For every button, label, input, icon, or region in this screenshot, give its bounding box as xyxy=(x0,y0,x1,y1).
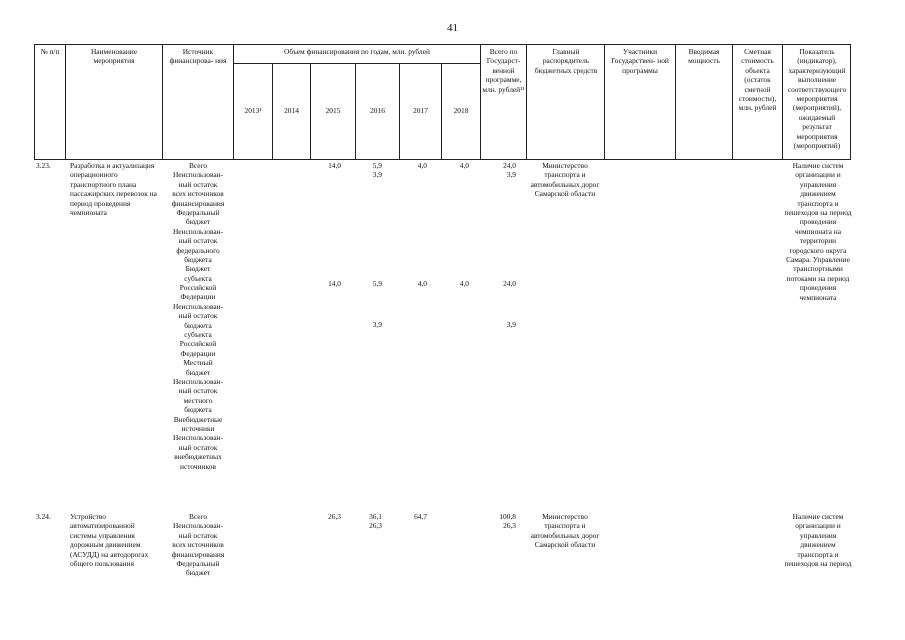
source-line: ный остаток xyxy=(178,530,218,540)
value-2016: 5,9 xyxy=(372,161,382,170)
source-line: внебюджетных xyxy=(174,452,222,462)
value-total: 100,8 xyxy=(499,512,516,521)
source-line: ный остаток xyxy=(178,442,218,452)
value-total: 24,0 xyxy=(503,279,516,288)
source-line: Неиспользован- xyxy=(172,226,224,236)
value-2016: 36,1 xyxy=(369,512,382,521)
source-line: Федерации xyxy=(180,292,216,302)
source-line: Федерации xyxy=(180,348,216,358)
source-line: источники xyxy=(181,423,215,433)
source-line: бюджета xyxy=(184,320,212,330)
source-line: всех источников xyxy=(172,189,224,199)
source-line: источников xyxy=(180,461,216,471)
source-line: Федеральный xyxy=(176,207,220,217)
source-line: местного xyxy=(183,395,213,405)
header-capacity: Вводимая мощность xyxy=(688,47,720,66)
header-year-2014: 2014 xyxy=(284,106,299,115)
value-2016: 3,9 xyxy=(372,320,382,329)
header-year-2017: 2017 xyxy=(413,106,428,115)
source-line: бюджета xyxy=(184,254,212,264)
value-2016: 5,9 xyxy=(372,279,382,288)
source-line: Неиспользован- xyxy=(172,376,224,386)
source-line: ный остаток xyxy=(178,311,218,321)
source-line: субъекта xyxy=(184,330,212,340)
header-manager: Главный распорядитель бюджетных средств xyxy=(534,47,598,75)
value-2018: 4,0 xyxy=(459,161,469,170)
source-line: бюджета xyxy=(184,405,212,415)
source-line: федерального xyxy=(176,245,220,255)
header-year-2016: 2016 xyxy=(370,106,385,115)
header-num: № п/п xyxy=(40,47,60,56)
header-year-2013: 2013¹ xyxy=(244,106,262,115)
value-total: 3,9 xyxy=(506,320,516,329)
source-line: Российской xyxy=(179,339,217,349)
header-name: Наименование мероприятия xyxy=(90,47,138,66)
header-total: Всего по Государст- венной программе, млн. рублей¹¹ xyxy=(482,47,525,94)
value-2018: 4,0 xyxy=(459,279,469,288)
header-indicator: Показатель (индикатор), характеризующий выполнение соответствующего мероприятия (мероприятий), ожидаемый результат мероприятия (мероприятий) xyxy=(787,47,847,151)
header-source: Источник финансирова- ния xyxy=(169,47,227,66)
source-line: Внебюджетные xyxy=(173,414,223,424)
value-2015: 14,0 xyxy=(328,279,341,288)
source-line: ный остаток xyxy=(178,236,218,246)
source-line: ный остаток xyxy=(178,179,218,189)
row-number: 3.23. xyxy=(36,161,51,170)
header-cost: Сметная стоимость объекта (остаток сметной стоимости), млн. рублей xyxy=(738,47,777,113)
source-line: Неиспользован- xyxy=(172,521,224,531)
source-line: Неиспользован- xyxy=(172,433,224,443)
value-2016: 26,3 xyxy=(369,521,382,531)
value-total: 24,0 xyxy=(503,161,516,170)
source-line: бюджет xyxy=(185,568,211,578)
row-number: 3.24. xyxy=(36,512,51,521)
page-number: 41 xyxy=(447,22,458,34)
value-2017: 4,0 xyxy=(417,279,427,288)
source-line: бюджет xyxy=(185,367,211,377)
source-line: Неиспользован- xyxy=(172,301,224,311)
row-indicator: Наличие систем организации и управления движением транспорта и пешеходов на период проведения чемпионата на территории городского округа Самара. Управление транспортными потоками на период проведения чемпионата xyxy=(784,161,852,302)
value-2015: 14,0 xyxy=(328,161,341,170)
source-line: Бюджет xyxy=(185,264,211,274)
value-2017: 64,7 xyxy=(414,512,427,521)
value-total: 26,3 xyxy=(503,521,516,531)
row-sources xyxy=(163,512,233,578)
row-manager: Министерство транспорта и автомобильных дорог Самарской области xyxy=(530,512,600,550)
row-sources xyxy=(163,161,233,471)
source-line: Всего xyxy=(188,512,208,521)
value-2015: 26,3 xyxy=(328,512,341,521)
source-line: финансирования xyxy=(171,549,225,559)
source-line: ный остаток xyxy=(178,386,218,396)
row-indicator: Наличие систем организации и управления движением транспорта и пешеходов на период xyxy=(784,512,852,569)
header-year-2018: 2018 xyxy=(453,106,469,115)
source-line: финансирования xyxy=(171,198,225,208)
row-name: Устройство автоматизированной системы управления дорожным движением (АСУДД) на автодорогах общего пользования xyxy=(70,512,149,569)
value-2017: 4,0 xyxy=(417,161,427,170)
source-line: бюджет xyxy=(185,217,211,227)
value-total: 3,9 xyxy=(506,170,516,180)
source-line: Неиспользован- xyxy=(172,170,224,180)
header-volume: Объем финансирования по годам, млн. рублей xyxy=(284,47,430,56)
value-2016: 3,9 xyxy=(372,170,382,180)
source-line: Российской xyxy=(179,283,217,293)
row-name: Разработка и актуализация операционного транспортного плана пассажирских перевозок на период проведения чемпионата xyxy=(70,161,157,218)
header-year-2015: 2015 xyxy=(325,106,341,115)
row-manager: Министерство транспорта и автомобильных дорог Самарской области xyxy=(530,161,600,199)
source-line: субъекта xyxy=(184,273,212,283)
header-participants: Участники Государствен- ной программы xyxy=(611,47,669,75)
source-line: Федеральный xyxy=(176,558,220,568)
source-line: всех источников xyxy=(172,540,224,550)
source-line: Местный xyxy=(183,358,213,368)
source-line: Всего xyxy=(188,161,208,170)
